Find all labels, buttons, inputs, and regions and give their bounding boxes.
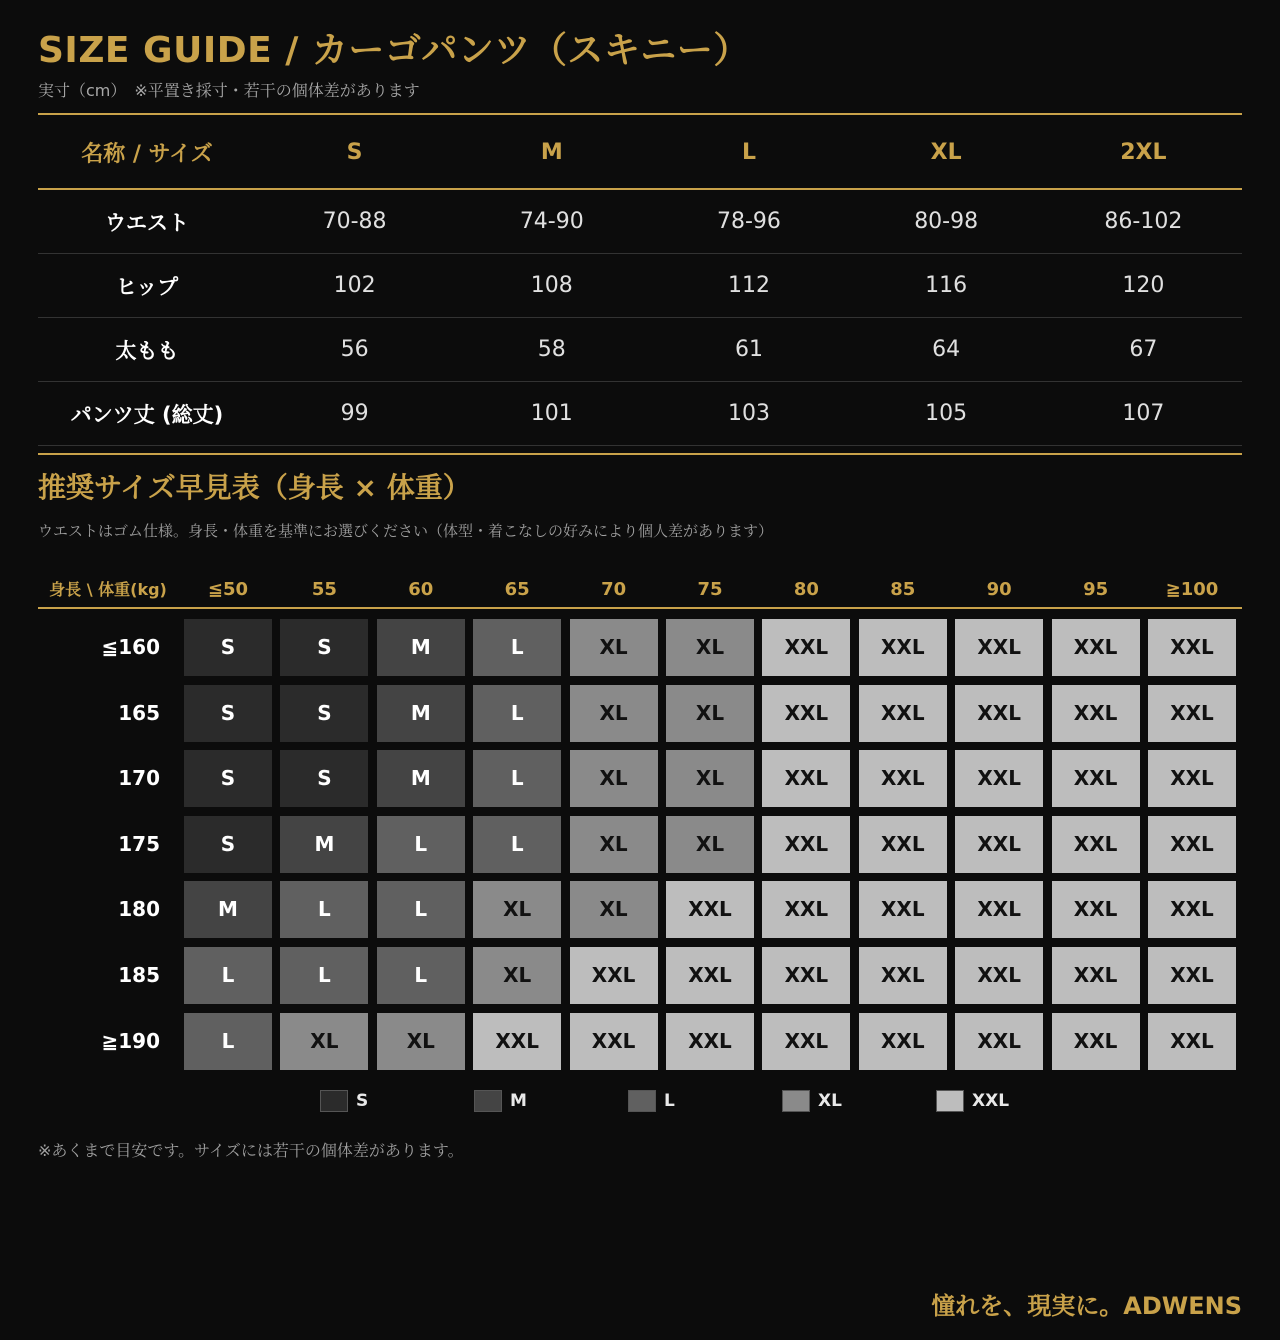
matrix-cell: XL [570, 619, 658, 676]
legend-label: XXL [972, 1091, 1010, 1111]
matrix-cell: M [377, 685, 465, 742]
page-title: SIZE GUIDE / カーゴパンツ（スキニー） [38, 30, 750, 71]
matrix-cell: XXL [955, 1013, 1043, 1070]
spec-row-hip [38, 254, 1242, 318]
brand-tagline: 憧れを、現実に。ADWENS [931, 1292, 1242, 1320]
matrix-cell: XXL [762, 947, 850, 1004]
spec-row-label: 太もも [38, 318, 256, 382]
legend-item [320, 1088, 368, 1114]
height-label: ≦160 [101, 635, 160, 659]
matrix-header-divider [38, 607, 1242, 609]
legend-swatch [474, 1090, 502, 1112]
legend-swatch [628, 1090, 656, 1112]
matrix-cell: L [473, 685, 561, 742]
matrix-cell: XXL [859, 881, 947, 938]
weight-header: 70 [601, 579, 627, 600]
matrix-cell: XXL [1052, 1013, 1140, 1070]
spec-cell: 116 [848, 254, 1045, 318]
matrix-cell: XXL [666, 947, 754, 1004]
matrix-cell: L [184, 947, 272, 1004]
matrix-cell: L [280, 947, 368, 1004]
weight-header: 75 [697, 579, 723, 600]
matrix-cell: XL [666, 750, 754, 807]
spec-header-cell: L [650, 116, 847, 189]
matrix-cell: XXL [666, 881, 754, 938]
matrix-cell: S [280, 619, 368, 676]
top-divider [38, 113, 1242, 115]
spec-cell: 80-98 [848, 189, 1045, 254]
footnote: ※あくまで目安です。サイズには若干の個体差があります。 [38, 1141, 464, 1160]
matrix-cell: XXL [859, 685, 947, 742]
spec-row-waist [38, 189, 1242, 254]
matrix-cell: XXL [1052, 881, 1140, 938]
spec-row-length [38, 382, 1242, 446]
matrix-cell: XXL [859, 947, 947, 1004]
weight-header: 95 [1083, 579, 1109, 600]
matrix-cell: S [184, 816, 272, 873]
matrix-cell: XXL [955, 750, 1043, 807]
matrix-cell: XXL [762, 619, 850, 676]
legend-swatch [936, 1090, 964, 1112]
spec-header-cell: XL [848, 116, 1045, 189]
spec-cell: 70-88 [256, 189, 453, 254]
matrix-cell: S [184, 685, 272, 742]
matrix-cell: XXL [1052, 947, 1140, 1004]
legend-item [782, 1088, 842, 1114]
matrix-cell: XXL [859, 1013, 947, 1070]
matrix-cell: XXL [1148, 881, 1236, 938]
section-divider [38, 453, 1242, 455]
matrix-cell: M [377, 750, 465, 807]
matrix-cell: XXL [1052, 816, 1140, 873]
weight-header: 80 [793, 579, 819, 600]
weight-header: ≦50 [207, 579, 249, 600]
matrix-cell: XXL [955, 816, 1043, 873]
matrix-cell: XXL [955, 947, 1043, 1004]
matrix-cell: L [280, 881, 368, 938]
spec-row-label: パンツ丈 (総丈) [38, 382, 256, 446]
spec-cell: 78-96 [650, 189, 847, 254]
matrix-cell: XL [570, 685, 658, 742]
legend-item [474, 1088, 527, 1114]
weight-header: 65 [504, 579, 530, 600]
spec-header-cell: M [453, 116, 650, 189]
matrix-cell: L [473, 816, 561, 873]
height-label: ≧190 [101, 1028, 160, 1053]
height-label: 175 [118, 831, 160, 856]
matrix-cell: M [280, 816, 368, 873]
matrix-cell: XL [570, 750, 658, 807]
matrix-cell: XXL [1148, 816, 1236, 873]
matrix-cell: L [184, 1013, 272, 1070]
spec-header-row [38, 116, 1242, 189]
size-spec-table [38, 116, 1242, 446]
height-label: 180 [118, 897, 160, 922]
legend-label: L [664, 1091, 675, 1111]
legend-label: M [510, 1091, 527, 1111]
spec-cell: 64 [848, 318, 1045, 382]
matrix-cell: XXL [570, 1013, 658, 1070]
weight-header: 60 [408, 579, 434, 600]
spec-row-label: ヒップ [38, 254, 256, 318]
matrix-cell: L [377, 816, 465, 873]
legend-label: XL [818, 1091, 842, 1111]
matrix-cell: XXL [1148, 685, 1236, 742]
matrix-cell: XL [570, 881, 658, 938]
matrix-cell: XXL [762, 685, 850, 742]
matrix-cell: XXL [1148, 1013, 1236, 1070]
matrix-cell: XXL [762, 816, 850, 873]
matrix-cell: S [280, 750, 368, 807]
matrix-cell: XL [666, 619, 754, 676]
matrix-cell: M [184, 881, 272, 938]
spec-cell: 58 [453, 318, 650, 382]
matrix-cell: XL [473, 947, 561, 1004]
matrix-cell: XXL [762, 1013, 850, 1070]
spec-cell: 102 [256, 254, 453, 318]
spec-row-thigh [38, 318, 1242, 382]
spec-cell: 99 [256, 382, 453, 446]
spec-cell: 56 [256, 318, 453, 382]
matrix-cell: XXL [1052, 750, 1140, 807]
matrix-cell: S [184, 750, 272, 807]
matrix-cell: XXL [955, 685, 1043, 742]
matrix-cell: XXL [762, 881, 850, 938]
spec-cell: 112 [650, 254, 847, 318]
spec-header-cell: 名称 / サイズ [38, 116, 256, 189]
spec-cell: 108 [453, 254, 650, 318]
matrix-cell: S [184, 619, 272, 676]
weight-header: 85 [890, 579, 916, 600]
legend-label: S [356, 1091, 369, 1111]
height-label: 185 [118, 963, 160, 987]
matrix-cell: XXL [1148, 750, 1236, 807]
matrix-cell: L [473, 619, 561, 676]
matrix-cell: XXL [1148, 947, 1236, 1004]
legend-item [628, 1088, 675, 1114]
legend-item [936, 1088, 1009, 1114]
spec-cell: 103 [650, 382, 847, 446]
spec-header-cell: 2XL [1045, 116, 1242, 189]
matrix-cell: XXL [1148, 619, 1236, 676]
weight-header: ≧100 [1165, 579, 1219, 600]
recommend-note: ウエストはゴム仕様。身長・体重を基準にお選びください（体型・着こなしの好みにより個人差があります） [38, 522, 774, 540]
legend-swatch [320, 1090, 348, 1112]
matrix-cell: XXL [955, 619, 1043, 676]
matrix-cell: XL [666, 685, 754, 742]
spec-cell: 86-102 [1045, 189, 1242, 254]
matrix-cell: XXL [473, 1013, 561, 1070]
spec-row-label: ウエスト [38, 189, 256, 254]
matrix-corner-label: 身長 \ 体重(kg) [49, 580, 167, 599]
recommend-title: 推奨サイズ早見表（身長 × 体重） [38, 471, 471, 504]
matrix-cell: L [377, 881, 465, 938]
spec-cell: 67 [1045, 318, 1242, 382]
matrix-cell: XXL [1052, 619, 1140, 676]
matrix-cell: L [473, 750, 561, 807]
spec-cell: 107 [1045, 382, 1242, 446]
matrix-cell: XL [666, 816, 754, 873]
matrix-cell: XXL [859, 750, 947, 807]
spec-cell: 74-90 [453, 189, 650, 254]
spec-cell: 105 [848, 382, 1045, 446]
height-label: 170 [118, 766, 160, 791]
matrix-cell: XXL [859, 619, 947, 676]
matrix-cell: S [280, 685, 368, 742]
matrix-cell: XXL [666, 1013, 754, 1070]
spec-cell: 61 [650, 318, 847, 382]
height-label: 165 [118, 700, 160, 725]
weight-header: 90 [986, 579, 1012, 600]
matrix-cell: XXL [570, 947, 658, 1004]
matrix-cell: L [377, 947, 465, 1004]
spec-cell: 120 [1045, 254, 1242, 318]
weight-header: 55 [311, 579, 337, 600]
matrix-cell: XL [570, 816, 658, 873]
matrix-cell: XXL [859, 816, 947, 873]
matrix-cell: XXL [955, 881, 1043, 938]
matrix-cell: M [377, 619, 465, 676]
matrix-cell: XXL [1052, 685, 1140, 742]
page-subtitle: 実寸（cm） ※平置き採寸・若干の個体差があります [38, 81, 420, 100]
matrix-cell: XXL [762, 750, 850, 807]
spec-cell: 101 [453, 382, 650, 446]
matrix-cell: XL [377, 1013, 465, 1070]
legend-swatch [782, 1090, 810, 1112]
matrix-cell: XL [280, 1013, 368, 1070]
matrix-cell: XL [473, 881, 561, 938]
spec-header-cell: S [256, 116, 453, 189]
